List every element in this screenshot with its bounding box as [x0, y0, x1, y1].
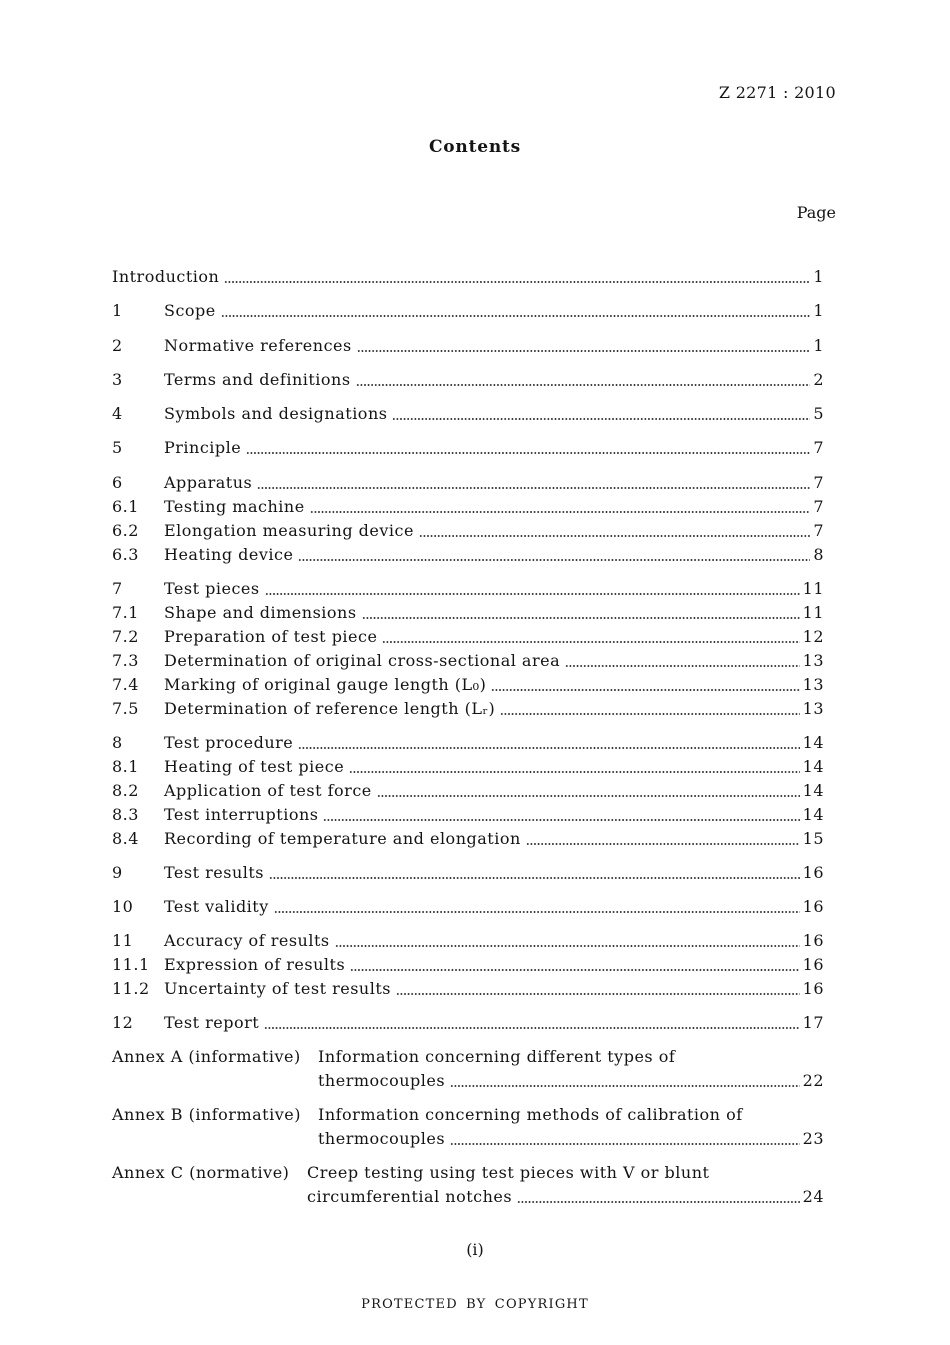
toc-entry-page: 11 [802, 579, 824, 598]
dot-leader [323, 819, 799, 821]
dot-leader [265, 593, 800, 595]
toc-entry-number: 8.1 [112, 757, 139, 776]
toc-entry-page: 14 [802, 781, 824, 800]
toc-entry-page: 14 [802, 733, 824, 752]
toc-entry-page: 14 [802, 805, 824, 824]
toc-entry-title: Test interruptions [164, 805, 319, 824]
dot-leader [377, 795, 800, 797]
toc-entry[interactable] [112, 369, 824, 391]
toc-entry-number: 11.2 [112, 979, 150, 998]
dot-leader [335, 945, 800, 947]
dot-leader [356, 384, 811, 386]
toc-entry-title: Marking of original gauge length (L₀) [164, 675, 487, 694]
toc-entry-page: 16 [802, 931, 824, 950]
toc-entry[interactable] [112, 300, 824, 322]
toc-entry-page: 12 [802, 627, 824, 646]
dot-leader [257, 487, 810, 489]
dot-leader [298, 747, 799, 749]
toc-entry[interactable] [112, 828, 824, 850]
toc-entry-page: 16 [802, 979, 824, 998]
toc-entry[interactable] [112, 862, 824, 884]
dot-leader [362, 617, 800, 619]
toc-entry[interactable] [112, 544, 824, 566]
toc-entry[interactable] [112, 437, 824, 459]
toc-entry[interactable] [112, 578, 824, 600]
toc-entry-page: 11 [802, 603, 824, 622]
toc-entry-title: Symbols and designations [164, 404, 388, 423]
toc-entry-title: Principle [164, 438, 242, 457]
annex-label: Annex A (informative) [112, 1047, 301, 1066]
toc-entry[interactable] [112, 978, 824, 1000]
dot-leader [450, 1085, 800, 1087]
annex-page: 24 [802, 1187, 824, 1206]
toc-entry-number: 11 [112, 931, 134, 950]
toc-entry-number: 3 [112, 370, 123, 389]
toc-entry-title: Scope [164, 301, 216, 320]
toc-entry-number: 6.1 [112, 497, 139, 516]
toc-entry-page: 2 [813, 370, 824, 389]
dot-leader [310, 511, 811, 513]
toc-entry-number: 9 [112, 863, 123, 882]
toc-entry-number: 7.4 [112, 675, 139, 694]
toc-entry-title: Determination of original cross-sectional area [164, 651, 561, 670]
toc-entry-title: Terms and definitions [164, 370, 351, 389]
toc-entry[interactable] [112, 698, 824, 720]
annex-title-line1: Creep testing using test pieces with V or blunt [307, 1163, 710, 1182]
dot-leader [392, 418, 810, 420]
toc-entry[interactable] [112, 520, 824, 542]
toc-entry-title: Test results [164, 863, 265, 882]
dot-leader [500, 713, 799, 715]
toc-entry[interactable] [112, 954, 824, 976]
toc-entry-page: 16 [802, 897, 824, 916]
standard-number: Z 2271 : 2010 [718, 83, 836, 102]
dot-leader [224, 281, 810, 283]
toc-entry[interactable] [112, 602, 824, 624]
toc-entry[interactable] [112, 403, 824, 425]
toc-entry-page: 7 [813, 521, 824, 540]
toc-entry-number: 7 [112, 579, 123, 598]
toc-entry-page: 13 [802, 699, 824, 718]
toc-entry-number: 7.1 [112, 603, 139, 622]
toc-entry-page: 1 [813, 301, 824, 320]
dot-leader [357, 350, 811, 352]
toc-entry-title: Determination of reference length (Lᵣ) [164, 699, 496, 718]
annex-entry[interactable] [112, 1046, 824, 1094]
annex-entry[interactable] [112, 1162, 824, 1210]
toc-entry[interactable] [112, 930, 824, 952]
page-title: Contents [428, 137, 522, 157]
toc-entry-number: 8.4 [112, 829, 139, 848]
toc-entry-page: 7 [813, 497, 824, 516]
dot-leader [350, 969, 799, 971]
dot-leader [221, 315, 811, 317]
toc-entry-page: 13 [802, 651, 824, 670]
toc-entry[interactable] [112, 335, 824, 357]
toc-entry-title: Testing machine [164, 497, 305, 516]
dot-leader [264, 1027, 799, 1029]
toc-entry[interactable] [112, 804, 824, 826]
toc-entry-page: 17 [802, 1013, 824, 1032]
toc-entry-title: Preparation of test piece [164, 627, 378, 646]
toc-entry[interactable] [112, 626, 824, 648]
copyright-notice: PROTECTED BY COPYRIGHT [361, 1297, 589, 1312]
toc-entry-title: Test validity [164, 897, 269, 916]
annex-label: Annex C (normative) [112, 1163, 290, 1182]
toc-entry-title: Uncertainty of test results [164, 979, 391, 998]
toc-entry-number: 6.3 [112, 545, 139, 564]
toc-entry-number: 10 [112, 897, 134, 916]
dot-leader [269, 877, 800, 879]
toc-entry-page: 14 [802, 757, 824, 776]
toc-entry-title: Expression of results [164, 955, 346, 974]
toc-entry-number: 6.2 [112, 521, 139, 540]
toc-entry[interactable] [112, 896, 824, 918]
toc-entry[interactable] [112, 496, 824, 518]
dot-leader [246, 452, 810, 454]
toc-entry-title: Heating device [164, 545, 294, 564]
toc-entry[interactable] [112, 472, 824, 494]
toc-entry-page: 16 [802, 863, 824, 882]
dot-leader [491, 689, 799, 691]
toc-entry-title: Shape and dimensions [164, 603, 357, 622]
toc-entry[interactable] [112, 674, 824, 696]
annex-title-line1: Information concerning different types of [318, 1047, 676, 1066]
dot-leader [450, 1143, 800, 1145]
toc-entry-number: 8.3 [112, 805, 139, 824]
toc-entry-title: Test pieces [164, 579, 260, 598]
toc-entry[interactable] [112, 1012, 824, 1034]
toc-entry-title: Application of test force [164, 781, 372, 800]
toc-entry-page: 1 [813, 267, 824, 286]
toc-entry-number: 12 [112, 1013, 134, 1032]
toc-entry-title: Elongation measuring device [164, 521, 414, 540]
toc-entry-number: 2 [112, 336, 123, 355]
dot-leader [274, 911, 800, 913]
toc-entry-page: 5 [813, 404, 824, 423]
toc-entry-page: 16 [802, 955, 824, 974]
page-column-label: Page [796, 203, 836, 222]
toc-entry-page: 7 [813, 473, 824, 492]
toc-entry-title: Test report [164, 1013, 260, 1032]
annex-title-line2: thermocouples [318, 1071, 446, 1090]
toc-entry[interactable] [112, 756, 824, 778]
toc-entry-title: Test procedure [164, 733, 294, 752]
toc-entry-number: 8.2 [112, 781, 139, 800]
toc-entry-number: 7.2 [112, 627, 139, 646]
dot-leader [419, 535, 810, 537]
dot-leader [526, 843, 800, 845]
toc-entry-number: 4 [112, 404, 123, 423]
toc-entry-page: 8 [813, 545, 824, 564]
toc-entry-number: 5 [112, 438, 123, 457]
dot-leader [382, 641, 799, 643]
annex-label: Annex B (informative) [112, 1105, 301, 1124]
toc-entry-title: Heating of test piece [164, 757, 345, 776]
annex-title-line2: circumferential notches [307, 1187, 513, 1206]
dot-leader [517, 1201, 800, 1203]
toc-entry-number: 7.5 [112, 699, 139, 718]
dot-leader [565, 665, 800, 667]
toc-entry-page: 13 [802, 675, 824, 694]
toc-entry-title: Normative references [164, 336, 352, 355]
toc-entry-number: 7.3 [112, 651, 139, 670]
page-folio: (i) [466, 1240, 484, 1259]
dot-leader [298, 559, 810, 561]
dot-leader [349, 771, 799, 773]
toc-entry[interactable] [112, 780, 824, 802]
toc-entry-title: Apparatus [164, 473, 253, 492]
toc-entry-title: Introduction [112, 267, 220, 286]
toc-entry-title: Accuracy of results [164, 931, 330, 950]
toc-entry-title: Recording of temperature and elongation [164, 829, 521, 848]
toc-entry-page: 15 [802, 829, 824, 848]
annex-entry[interactable] [112, 1104, 824, 1152]
toc-entry-number: 1 [112, 301, 123, 320]
annex-title-line2: thermocouples [318, 1129, 446, 1148]
annex-title-line1: Information concerning methods of calibration of [318, 1105, 743, 1124]
toc-entry-number: 8 [112, 733, 123, 752]
annex-page: 23 [802, 1129, 824, 1148]
toc-entry[interactable] [112, 732, 824, 754]
toc-entry-page: 7 [813, 438, 824, 457]
dot-leader [396, 993, 800, 995]
toc-entry-number: 11.1 [112, 955, 150, 974]
toc-entry[interactable] [112, 266, 824, 288]
annex-page: 22 [802, 1071, 824, 1090]
toc-entry-page: 1 [813, 336, 824, 355]
toc-entry-number: 6 [112, 473, 123, 492]
toc-entry[interactable] [112, 650, 824, 672]
